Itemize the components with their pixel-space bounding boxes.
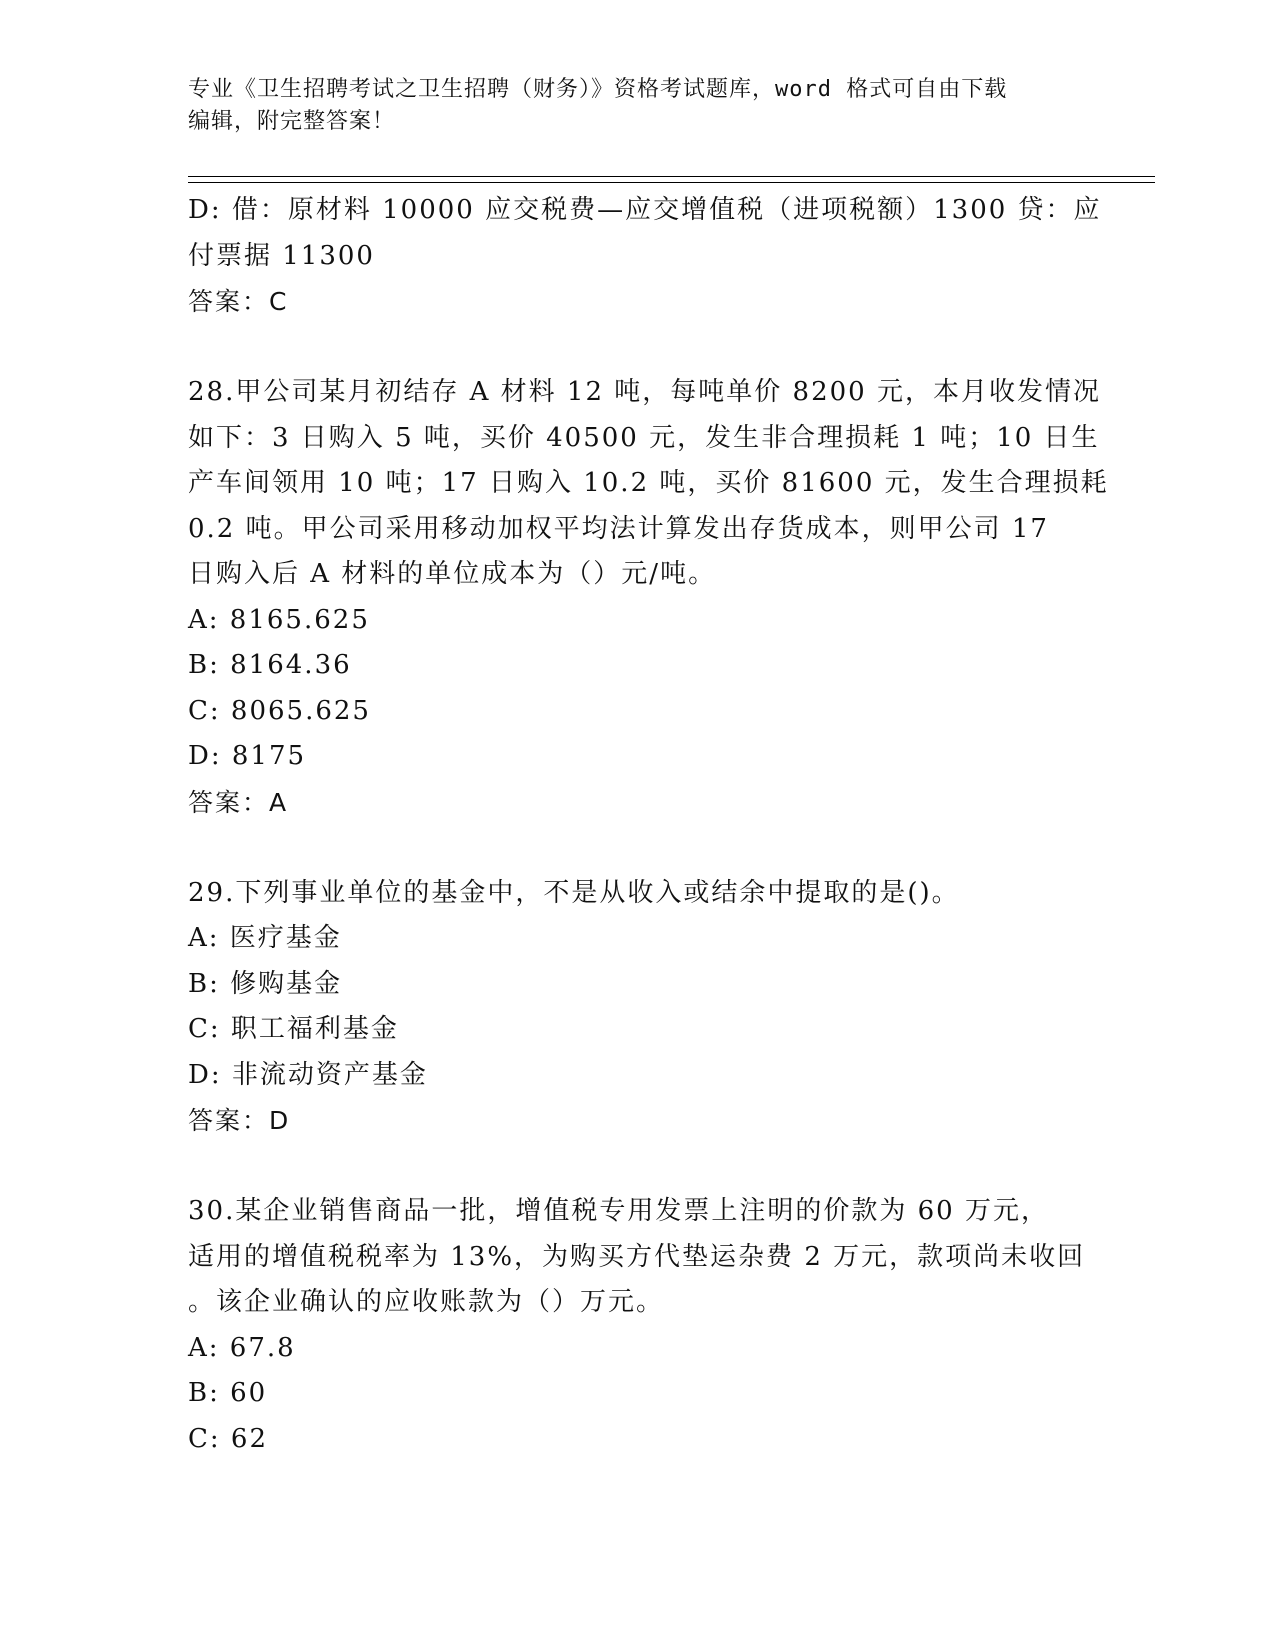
answer: 答案：D bbox=[188, 1106, 291, 1135]
option-c: C: 职工福利基金 bbox=[188, 1014, 399, 1044]
option-d-line-1: D: 借：原材料 10000 应交税费—应交增值税（进项税额）1300 贷：应 bbox=[188, 195, 1102, 225]
header-divider-top bbox=[188, 176, 1155, 177]
question-stem-line: 产车间领用 10 吨；17 日购入 10.2 吨，买价 81600 元，发生合理损耗 bbox=[188, 468, 1109, 498]
question-30 bbox=[188, 1189, 1088, 1462]
question-27-tail bbox=[188, 188, 1102, 325]
spacer bbox=[188, 825, 1088, 871]
option-a: A: 67.8 bbox=[188, 1332, 296, 1363]
question-stem-line: 适用的增值税税率为 13%，为购买方代垫运杂费 2 万元，款项尚未收回 bbox=[188, 1241, 1086, 1272]
answer: 答案：A bbox=[188, 787, 289, 817]
option-a: A: 8165.625 bbox=[188, 604, 370, 635]
question-stem-line: 30.某企业销售商品一批，增值税专用发票上注明的价款为 60 万元， bbox=[188, 1196, 1049, 1226]
option-d-line-2: 付票据 11300 bbox=[188, 240, 375, 271]
spacer bbox=[188, 1144, 1088, 1190]
question-stem-line: 。该企业确认的应收账款为（）万元。 bbox=[188, 1287, 665, 1317]
option-c: C: 62 bbox=[188, 1423, 269, 1454]
option-b: B: 修购基金 bbox=[188, 968, 343, 999]
option-d: D: 8175 bbox=[188, 741, 307, 771]
header-divider-bottom bbox=[188, 182, 1155, 183]
option-b: B: 8164.36 bbox=[188, 650, 352, 680]
header-line-2: 编辑，附完整答案！ bbox=[188, 109, 396, 134]
option-a: A: 医疗基金 bbox=[188, 923, 342, 953]
question-stem-line: 29.下列事业单位的基金中，不是从收入或结余中提取的是()。 bbox=[188, 877, 960, 908]
option-b: B: 60 bbox=[188, 1378, 268, 1408]
question-29 bbox=[188, 871, 1088, 1144]
question-stem-line: 0.2 吨。甲公司采用移动加权平均法计算发出存货成本，则甲公司 17 bbox=[188, 513, 1049, 544]
question-stem-line: 日购入后 A 材料的单位成本为（）元/吨。 bbox=[188, 559, 717, 589]
spacer bbox=[188, 325, 1088, 371]
document-header bbox=[188, 74, 1088, 138]
answer: 答案：C bbox=[188, 287, 289, 316]
question-list bbox=[188, 188, 1109, 1462]
question-stem-line: 28.甲公司某月初结存 A 材料 12 吨，每吨单价 8200 元，本月收发情况 bbox=[188, 377, 1101, 407]
option-d: D: 非流动资产基金 bbox=[188, 1059, 428, 1090]
question-28 bbox=[188, 370, 1109, 825]
question-stem-line: 如下：3 日购入 5 吨，买价 40500 元，发生非合理损耗 1 吨；10 日生 bbox=[188, 422, 1100, 453]
option-c: C: 8065.625 bbox=[188, 695, 371, 726]
header-line-1: 专业《卫生招聘考试之卫生招聘（财务）》资格考试题库，word 格式可自由下载 bbox=[188, 77, 1008, 102]
